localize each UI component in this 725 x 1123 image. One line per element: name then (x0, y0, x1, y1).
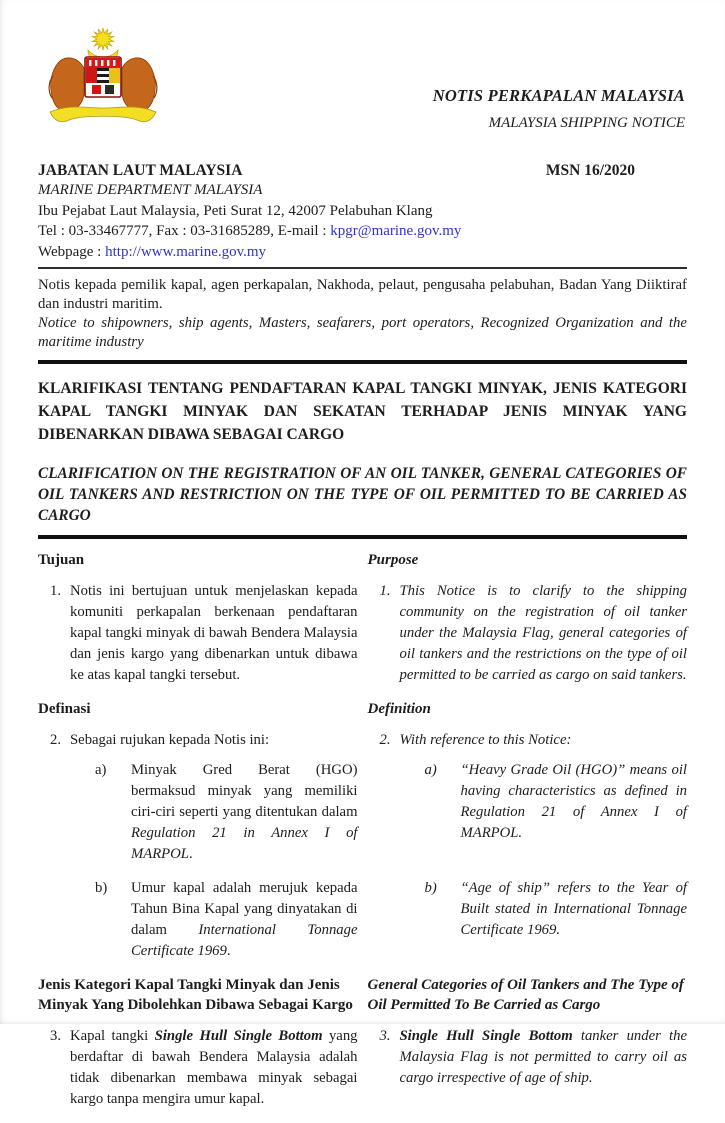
sub-item-text: “Age of ship” refers to the Year of Built stated in International Tonnage Certificate 1969. (460, 880, 687, 938)
item-text: Sebagai rujukan kepada Notis ini: (70, 732, 270, 748)
shield-icon (85, 57, 121, 97)
malaysia-coat-of-arms (44, 26, 162, 134)
sub-list-item (368, 760, 688, 844)
heading-definition (368, 699, 688, 730)
text-segment: Minyak Gred Berat (HGO) bermaksud minyak yang memiliki ciri-ciri seperti yang ditentukan dalam (131, 762, 358, 820)
item-3-malay (38, 1026, 358, 1123)
list-item (38, 730, 358, 751)
heading-general-categories (368, 975, 688, 1026)
heading-tujuan (38, 550, 358, 581)
bilingual-body (38, 550, 687, 1123)
document-title-malay: KLARIFIKASI TENTANG PENDAFTARAN KAPAL TANGKI MINYAK, JENIS KATEGORI KAPAL TANGKI MINYAK DAN SEKATAN TERHADAP JENIS MINYAK YANG DIBENARKAN DIBAWA SEBAGAI CARGO (38, 380, 687, 443)
list-item (38, 1026, 358, 1110)
item-text (400, 1026, 688, 1089)
webpage-link[interactable]: http://www.marine.gov.my (105, 243, 267, 260)
audience-english: Notice to shipowners, ship agents, Masters, seafarers, port operators, Recognized Organization and the maritime industry (38, 315, 687, 350)
item-number: 2. (379, 732, 391, 748)
heading-jenis-kategori (38, 975, 358, 1026)
sub-item-text (131, 878, 358, 962)
single-hull-term: Single Hull Single Bottom (399, 1028, 573, 1044)
sub-item-text: “Heavy Grade Oil (HGO)” means oil having characteristics as defined in Regulation 21 of Annex I of MARPOL. (460, 762, 687, 841)
department-name-english: MARINE DEPARTMENT MALAYSIA (38, 182, 263, 198)
notice-title-english: MALAYSIA SHIPPING NOTICE (488, 115, 685, 131)
heading-definasi (38, 699, 358, 730)
department-name-malay: JABATAN LAUT MALAYSIA (38, 162, 243, 179)
regulation-reference: Regulation 21 in Annex I of MARPOL (131, 825, 358, 862)
department-header (38, 162, 687, 262)
section-heading: Purpose (367, 552, 419, 568)
contact-line (38, 221, 687, 242)
item-number: 1. (379, 583, 391, 599)
masthead (38, 26, 687, 162)
text-segment: . (188, 846, 193, 862)
malaysia-coat-of-arms-icon (44, 26, 162, 134)
title-section (38, 364, 687, 535)
item-2b-english (368, 878, 688, 975)
list-item (368, 1026, 688, 1089)
sub-item-text (131, 760, 358, 865)
sub-list-item (368, 878, 688, 941)
item-2a-malay (38, 760, 358, 878)
notice-title-malay: NOTIS PERKAPALAN MALAYSIA (432, 86, 685, 105)
section-heading: Definition (367, 701, 431, 717)
webpage-line (38, 242, 687, 263)
sub-list-item (38, 878, 358, 962)
list-item (38, 581, 358, 686)
item-number: 1. (50, 583, 62, 599)
item-text (70, 1026, 358, 1110)
certificate-reference: International Tonnage Certificate 1969 (131, 922, 358, 959)
sub-list-item (38, 760, 358, 865)
msn-number: MSN 16/2020 (545, 162, 635, 179)
audience-section (38, 269, 687, 360)
heading-purpose (368, 550, 688, 581)
item-text: With reference to this Notice: (399, 732, 572, 748)
section-heading: General Categories of Oil Tankers and The Type of Oil Permitted To Be Carried as Cargo (367, 977, 684, 1013)
item-2b-malay (38, 878, 358, 975)
list-item (368, 730, 688, 751)
item-number: 2. (50, 732, 62, 748)
ribbon-icon (50, 107, 156, 122)
item-2-malay (38, 730, 358, 760)
email-link[interactable]: kpgr@marine.gov.my (330, 223, 462, 239)
text-segment: Kapal tangki (70, 1028, 155, 1044)
document-title-english: CLARIFICATION ON THE REGISTRATION OF AN OIL TANKER, GENERAL CATEGORIES OF OIL TANKERS AND RESTRICTION ON THE TYPE OF OIL PERMITTED TO BE CARRIED AS CARGO (38, 465, 687, 524)
sub-item-label: a) (95, 762, 107, 778)
notice-type-titles (433, 86, 685, 132)
item-2a-english (368, 760, 688, 878)
section-heading: Tujuan (38, 552, 85, 568)
webpage-label: Webpage : (38, 243, 106, 260)
single-hull-term: Single Hull Single Bottom (154, 1028, 323, 1044)
department-row (38, 162, 687, 180)
text-segment: . (226, 943, 231, 959)
item-text: Notis ini bertujuan untuk menjelaskan kepada komuniti perkapalan berkenaan pendaftaran kapal tangki minyak di bawah Bendera Malaysia dan jenis kargo yang dibenarkan untuk dibawa ke atas kapal tangki tersebut. (70, 583, 358, 683)
sub-item-label: b) (95, 880, 108, 896)
item-1-english (368, 581, 688, 699)
item-text: This Notice is to clarify to the shipping community on the registration of oil tanker under the Malaysia Flag, general categories of oil tankers and the restrictions on the type of oil permitted to be carried as cargo on said tankers. (399, 583, 687, 683)
text-segment: yang berdaftar di bawah Bendera Malaysia adalah tidak dibenarkan membawa minyak sebagai kargo tanpa mengira umur kapal. (70, 1028, 358, 1107)
text-segment: tanker under the Malaysia Flag is not permitted to carry oil as cargo irrespective of age of ship. (399, 1028, 687, 1086)
item-1-malay (38, 581, 358, 699)
department-address: Ibu Pejabat Laut Malaysia, Peti Surat 12, 42007 Pelabuhan Klang (38, 202, 433, 219)
sub-item-label: b) (424, 880, 437, 896)
text-segment: Umur kapal adalah merujuk kepada Tahun Bina Kapal yang dinyatakan di dalam (131, 880, 358, 938)
section-heading: Definasi (38, 701, 91, 717)
item-3-english (368, 1026, 688, 1123)
item-2-english (368, 730, 688, 760)
list-item (368, 581, 688, 686)
title-divider (38, 535, 687, 539)
section-heading: Jenis Kategori Kapal Tangki Minyak dan Jenis Minyak Yang Dibolehkan Dibawa Sebagai Kargo (38, 977, 353, 1013)
item-number: 3. (50, 1028, 62, 1044)
tel-fax-email-label: Tel : 03-33467777, Fax : 03-31685289, E-mail : (38, 223, 331, 239)
item-number: 3. (379, 1028, 391, 1044)
sub-item-label: a) (424, 762, 437, 778)
audience-malay: Notis kepada pemilik kapal, agen perkapalan, Nakhoda, pelaut, pengusaha pelabuhan, Badan Yang Diiktiraf dan industri maritim. (38, 277, 687, 312)
